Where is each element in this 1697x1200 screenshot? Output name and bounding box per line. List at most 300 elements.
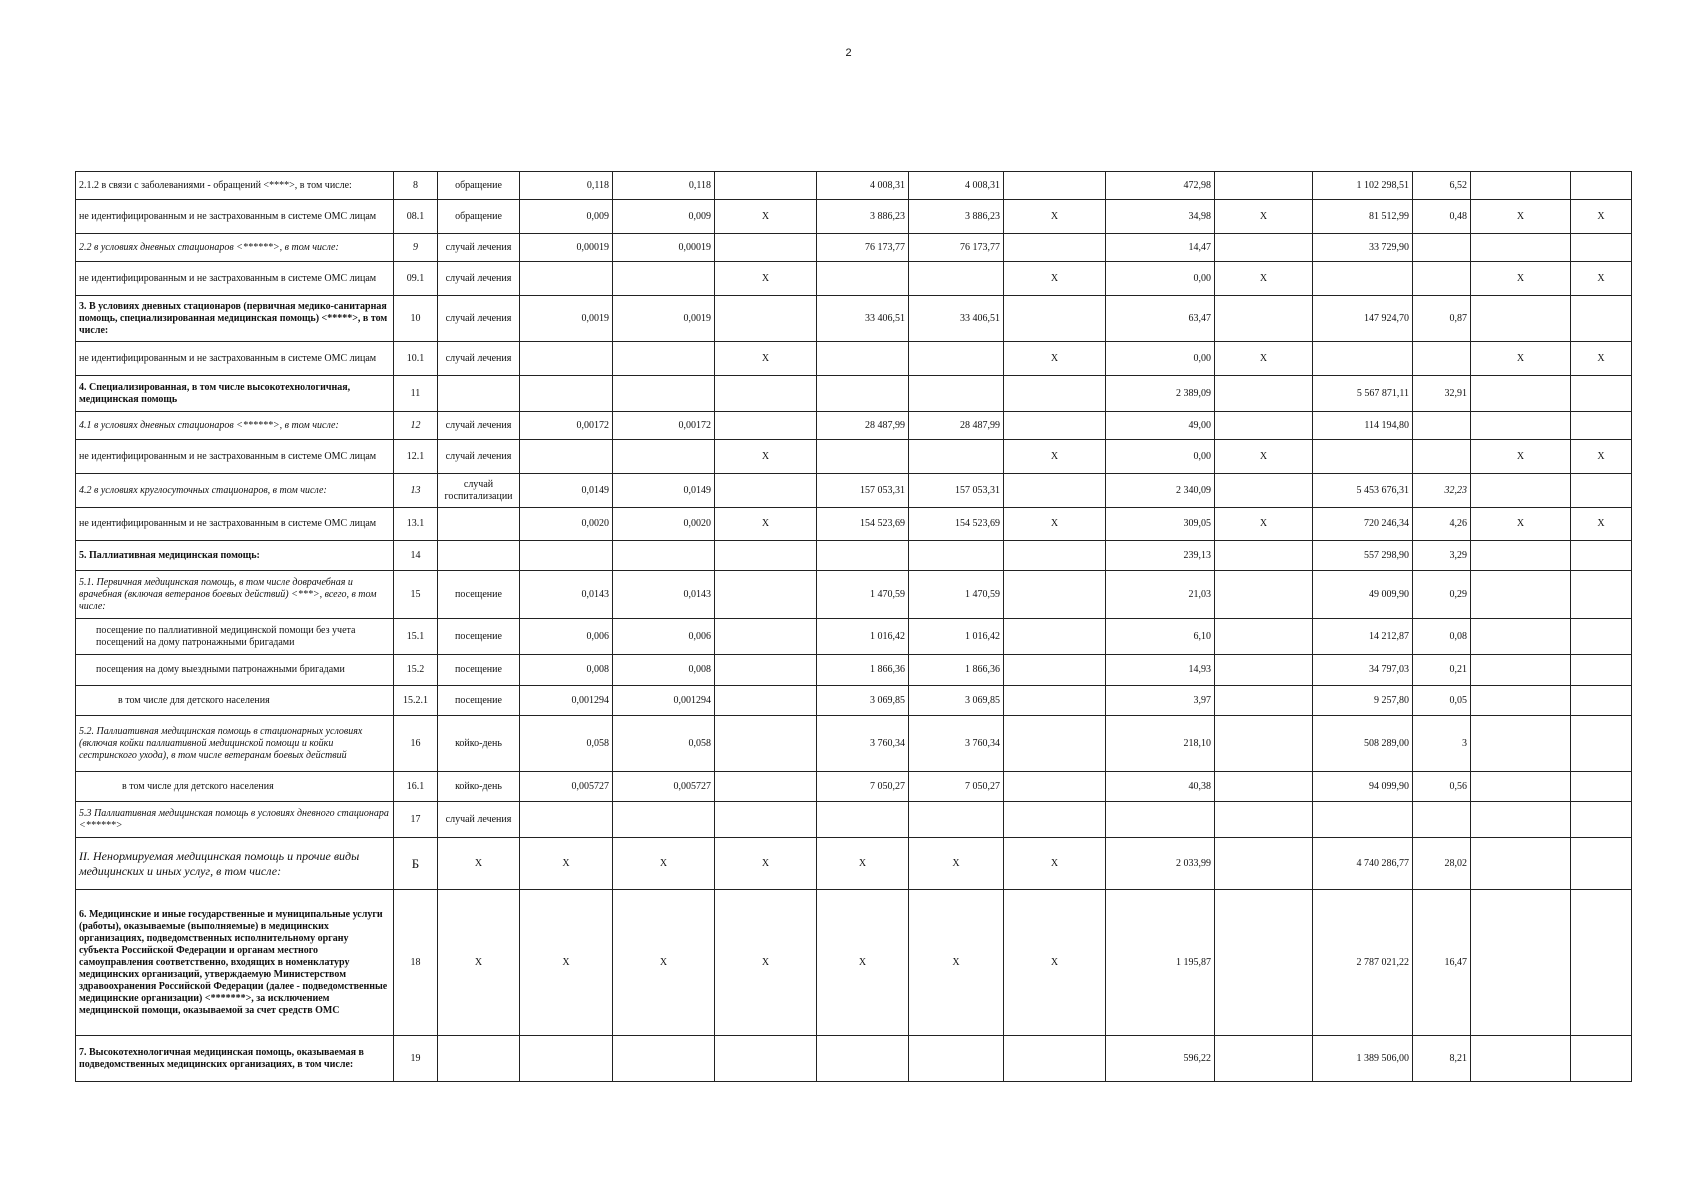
cell-col12: 4 740 286,77 xyxy=(1313,838,1413,890)
cell-col11 xyxy=(1215,772,1313,802)
cell-col6: X xyxy=(715,440,817,474)
row-name-cell: 2.1.2 в связи с заболеваниями - обращений <****>, в том числе: xyxy=(76,172,394,200)
cell-col8: X xyxy=(909,890,1004,1036)
cell-col15: X xyxy=(1571,508,1632,541)
cell-col14 xyxy=(1471,541,1571,571)
cell-col13: 3 xyxy=(1413,716,1471,772)
table-row xyxy=(76,172,1632,200)
cell-col5: 0,118 xyxy=(613,172,715,200)
cell-col13: 8,21 xyxy=(1413,1036,1471,1082)
table-row xyxy=(76,716,1632,772)
row-code-cell: 15 xyxy=(394,571,438,619)
cell-col14: X xyxy=(1471,262,1571,296)
cell-col13: 4,26 xyxy=(1413,508,1471,541)
cell-col8 xyxy=(909,376,1004,412)
cell-col8: 28 487,99 xyxy=(909,412,1004,440)
cell-col12: 9 257,80 xyxy=(1313,686,1413,716)
table-row xyxy=(76,296,1632,342)
table-row xyxy=(76,655,1632,686)
row-code-cell: 17 xyxy=(394,802,438,838)
cell-col7 xyxy=(817,262,909,296)
cell-col12 xyxy=(1313,262,1413,296)
cell-col4: 0,0020 xyxy=(520,508,613,541)
cell-col11 xyxy=(1215,296,1313,342)
row-unit-cell xyxy=(438,376,520,412)
cell-col9 xyxy=(1004,412,1106,440)
row-name-cell: не идентифицированным и не застрахованным в системе ОМС лицам xyxy=(76,440,394,474)
cell-col7: X xyxy=(817,890,909,1036)
cell-col15: X xyxy=(1571,342,1632,376)
cell-col5: 0,005727 xyxy=(613,772,715,802)
cell-col13: 16,47 xyxy=(1413,890,1471,1036)
row-name-cell: 5.3 Паллиативная медицинская помощь в условиях дневного стационара <******> xyxy=(76,802,394,838)
cell-col12 xyxy=(1313,440,1413,474)
cell-col15 xyxy=(1571,619,1632,655)
cell-col15 xyxy=(1571,541,1632,571)
cell-col15 xyxy=(1571,376,1632,412)
cell-col4 xyxy=(520,440,613,474)
cell-col15: X xyxy=(1571,262,1632,296)
row-code-cell: 8 xyxy=(394,172,438,200)
row-name-cell: 4. Специализированная, в том числе высокотехнологичная, медицинская помощь xyxy=(76,376,394,412)
cell-col13 xyxy=(1413,234,1471,262)
cell-col11 xyxy=(1215,376,1313,412)
cell-col8 xyxy=(909,541,1004,571)
cell-col8: 154 523,69 xyxy=(909,508,1004,541)
cell-col5 xyxy=(613,262,715,296)
cell-col13: 0,56 xyxy=(1413,772,1471,802)
row-unit-cell: посещение xyxy=(438,655,520,686)
cell-col15: X xyxy=(1571,440,1632,474)
table-row xyxy=(76,262,1632,296)
cell-col7 xyxy=(817,342,909,376)
cell-col4: 0,00172 xyxy=(520,412,613,440)
cell-col14 xyxy=(1471,772,1571,802)
cell-col7 xyxy=(817,1036,909,1082)
cell-col4 xyxy=(520,802,613,838)
row-unit-cell: случай лечения xyxy=(438,296,520,342)
cell-col4: 0,006 xyxy=(520,619,613,655)
cell-col11: X xyxy=(1215,262,1313,296)
cell-col10: 14,93 xyxy=(1106,655,1215,686)
cell-col13 xyxy=(1413,802,1471,838)
cell-col13: 32,23 xyxy=(1413,474,1471,508)
cell-col6 xyxy=(715,474,817,508)
cell-col5: 0,0019 xyxy=(613,296,715,342)
cell-col6 xyxy=(715,234,817,262)
cell-col10: 3,97 xyxy=(1106,686,1215,716)
cell-col10: 63,47 xyxy=(1106,296,1215,342)
cell-col12: 81 512,99 xyxy=(1313,200,1413,234)
cell-col5 xyxy=(613,342,715,376)
row-unit-cell xyxy=(438,508,520,541)
row-name-cell: 5.2. Паллиативная медицинская помощь в стационарных условиях (включая койки паллиативной медицинской помощи и койки сестринского ухода), в том числе ветеранам боевых действий xyxy=(76,716,394,772)
cell-col7: 28 487,99 xyxy=(817,412,909,440)
row-unit-cell: койко-день xyxy=(438,716,520,772)
cell-col4 xyxy=(520,1036,613,1082)
row-code-cell: 10 xyxy=(394,296,438,342)
cell-col8: 3 886,23 xyxy=(909,200,1004,234)
cell-col13 xyxy=(1413,262,1471,296)
row-code-cell: 19 xyxy=(394,1036,438,1082)
row-code-cell: 13.1 xyxy=(394,508,438,541)
cell-col8: 157 053,31 xyxy=(909,474,1004,508)
row-name-cell: 6. Медицинские и иные государственные и муниципальные услуги (работы), оказываемые (выполняемые) в медицинских организациях, подведомственных исполнительному органу субъекта Российской Федерации и органам местного самоуправления соответственно, входящих в номенклатуру медицинских организаций, утверждаемую Министерством здравоохранения Российской Федерации (далее - подведомственные медицинские организации) <*******>, за исключением медицинской помощи, оказываемой за счет средств ОМС xyxy=(76,890,394,1036)
cell-col9 xyxy=(1004,571,1106,619)
cell-col6: X xyxy=(715,890,817,1036)
cell-col15 xyxy=(1571,802,1632,838)
row-unit-cell: посещение xyxy=(438,686,520,716)
cell-col4 xyxy=(520,376,613,412)
cell-col4: 0,0149 xyxy=(520,474,613,508)
cell-col13: 0,87 xyxy=(1413,296,1471,342)
cell-col10: 0,00 xyxy=(1106,440,1215,474)
cell-col9 xyxy=(1004,655,1106,686)
cell-col14: X xyxy=(1471,508,1571,541)
cell-col12 xyxy=(1313,802,1413,838)
cell-col5 xyxy=(613,802,715,838)
cell-col11: X xyxy=(1215,508,1313,541)
row-code-cell: 16.1 xyxy=(394,772,438,802)
cell-col12: 34 797,03 xyxy=(1313,655,1413,686)
cell-col7: 7 050,27 xyxy=(817,772,909,802)
row-name-cell: 5.1. Первичная медицинская помощь, в том числе доврачебная и врачебная (включая ветеранов боевых действий) <***>, всего, в том числе: xyxy=(76,571,394,619)
row-unit-cell: обращение xyxy=(438,200,520,234)
cell-col4: 0,0143 xyxy=(520,571,613,619)
cell-col7: 76 173,77 xyxy=(817,234,909,262)
cell-col12: 2 787 021,22 xyxy=(1313,890,1413,1036)
cell-col14 xyxy=(1471,838,1571,890)
cell-col9: X xyxy=(1004,262,1106,296)
table-body xyxy=(76,172,1632,1082)
cell-col9 xyxy=(1004,541,1106,571)
cell-col9 xyxy=(1004,296,1106,342)
cell-col9: X xyxy=(1004,508,1106,541)
cell-col14 xyxy=(1471,890,1571,1036)
cell-col7: 4 008,31 xyxy=(817,172,909,200)
cell-col8 xyxy=(909,1036,1004,1082)
cell-col11 xyxy=(1215,474,1313,508)
table-row xyxy=(76,376,1632,412)
cell-col8: 76 173,77 xyxy=(909,234,1004,262)
cell-col11 xyxy=(1215,571,1313,619)
cell-col4: 0,009 xyxy=(520,200,613,234)
row-name-cell: не идентифицированным и не застрахованным в системе ОМС лицам xyxy=(76,508,394,541)
row-code-cell: 15.2.1 xyxy=(394,686,438,716)
cell-col5: 0,0020 xyxy=(613,508,715,541)
cell-col13: 0,08 xyxy=(1413,619,1471,655)
cell-col8: 1 866,36 xyxy=(909,655,1004,686)
cell-col8: 3 069,85 xyxy=(909,686,1004,716)
row-code-cell: 12 xyxy=(394,412,438,440)
row-code-cell: 18 xyxy=(394,890,438,1036)
row-unit-cell: посещение xyxy=(438,571,520,619)
cell-col6 xyxy=(715,686,817,716)
cell-col6 xyxy=(715,172,817,200)
cell-col15 xyxy=(1571,172,1632,200)
cell-col12 xyxy=(1313,342,1413,376)
cell-col8 xyxy=(909,440,1004,474)
cell-col7: 1 016,42 xyxy=(817,619,909,655)
cell-col12: 508 289,00 xyxy=(1313,716,1413,772)
cell-col6: X xyxy=(715,508,817,541)
cell-col10: 2 033,99 xyxy=(1106,838,1215,890)
cell-col11 xyxy=(1215,802,1313,838)
row-unit-cell: случай госпитализации xyxy=(438,474,520,508)
table-row xyxy=(76,508,1632,541)
cell-col10: 239,13 xyxy=(1106,541,1215,571)
cell-col13: 0,48 xyxy=(1413,200,1471,234)
cell-col6: X xyxy=(715,200,817,234)
cell-col10: 309,05 xyxy=(1106,508,1215,541)
cell-col8: 4 008,31 xyxy=(909,172,1004,200)
cell-col5: 0,008 xyxy=(613,655,715,686)
cell-col8: X xyxy=(909,838,1004,890)
cell-col5: 0,006 xyxy=(613,619,715,655)
cell-col9 xyxy=(1004,686,1106,716)
cell-col7: 33 406,51 xyxy=(817,296,909,342)
cell-col14 xyxy=(1471,474,1571,508)
cell-col7: 157 053,31 xyxy=(817,474,909,508)
cell-col12: 5 453 676,31 xyxy=(1313,474,1413,508)
row-code-cell: 13 xyxy=(394,474,438,508)
table-row xyxy=(76,802,1632,838)
cell-col10: 472,98 xyxy=(1106,172,1215,200)
cell-col13: 28,02 xyxy=(1413,838,1471,890)
cell-col13: 32,91 xyxy=(1413,376,1471,412)
cell-col6 xyxy=(715,802,817,838)
table-row xyxy=(76,234,1632,262)
cell-col10: 596,22 xyxy=(1106,1036,1215,1082)
cell-col7: X xyxy=(817,838,909,890)
cell-col9 xyxy=(1004,802,1106,838)
cell-col10: 0,00 xyxy=(1106,262,1215,296)
table-row xyxy=(76,474,1632,508)
cell-col8: 33 406,51 xyxy=(909,296,1004,342)
cell-col11 xyxy=(1215,838,1313,890)
cell-col15 xyxy=(1571,296,1632,342)
cell-col11 xyxy=(1215,172,1313,200)
cell-col10: 2 389,09 xyxy=(1106,376,1215,412)
cell-col9: X xyxy=(1004,200,1106,234)
cell-col14 xyxy=(1471,716,1571,772)
cell-col7 xyxy=(817,802,909,838)
row-name-cell: 2.2 в условиях дневных стационаров <******>, в том числе: xyxy=(76,234,394,262)
cell-col13: 0,21 xyxy=(1413,655,1471,686)
cell-col15 xyxy=(1571,838,1632,890)
cell-col5: X xyxy=(613,838,715,890)
table-row xyxy=(76,890,1632,1036)
cell-col5 xyxy=(613,440,715,474)
row-unit-cell: случай лечения xyxy=(438,234,520,262)
cell-col4 xyxy=(520,342,613,376)
cell-col5: 0,009 xyxy=(613,200,715,234)
cell-col14: X xyxy=(1471,200,1571,234)
cell-col7 xyxy=(817,440,909,474)
cell-col7: 1 470,59 xyxy=(817,571,909,619)
cell-col15 xyxy=(1571,234,1632,262)
cell-col14 xyxy=(1471,802,1571,838)
cell-col6: X xyxy=(715,262,817,296)
cell-col5: 0,0149 xyxy=(613,474,715,508)
cell-col6 xyxy=(715,619,817,655)
cell-col10: 49,00 xyxy=(1106,412,1215,440)
row-code-cell: 15.2 xyxy=(394,655,438,686)
cell-col10: 14,47 xyxy=(1106,234,1215,262)
cell-col12: 1 389 506,00 xyxy=(1313,1036,1413,1082)
row-unit-cell: посещение xyxy=(438,619,520,655)
cell-col5: 0,058 xyxy=(613,716,715,772)
cell-col13: 0,29 xyxy=(1413,571,1471,619)
cell-col11 xyxy=(1215,655,1313,686)
cell-col8 xyxy=(909,342,1004,376)
cell-col9 xyxy=(1004,1036,1106,1082)
cell-col10: 21,03 xyxy=(1106,571,1215,619)
cell-col7: 1 866,36 xyxy=(817,655,909,686)
row-code-cell: 10.1 xyxy=(394,342,438,376)
cell-col4 xyxy=(520,541,613,571)
cell-col12: 557 298,90 xyxy=(1313,541,1413,571)
row-name-cell: II. Ненормируемая медицинская помощь и прочие виды медицинских и иных услуг, в том числе: xyxy=(76,838,394,890)
cell-col11 xyxy=(1215,1036,1313,1082)
row-name-cell: 4.1 в условиях дневных стационаров <******>, в том числе: xyxy=(76,412,394,440)
cell-col6 xyxy=(715,412,817,440)
cell-col10: 2 340,09 xyxy=(1106,474,1215,508)
row-code-cell: 15.1 xyxy=(394,619,438,655)
cell-col13 xyxy=(1413,440,1471,474)
cell-col9 xyxy=(1004,772,1106,802)
cell-col4: 0,0019 xyxy=(520,296,613,342)
row-code-cell: 09.1 xyxy=(394,262,438,296)
row-unit-cell: X xyxy=(438,838,520,890)
row-name-cell: 7. Высокотехнологичная медицинская помощь, оказываемая в подведомственных медицинских организациях, в том числе: xyxy=(76,1036,394,1082)
cell-col9 xyxy=(1004,619,1106,655)
cell-col6 xyxy=(715,571,817,619)
row-name-cell: в том числе для детского населения xyxy=(76,772,394,802)
cell-col12: 1 102 298,51 xyxy=(1313,172,1413,200)
cell-col13: 0,05 xyxy=(1413,686,1471,716)
table-row xyxy=(76,440,1632,474)
row-name-cell: 3. В условиях дневных стационаров (первичная медико-санитарная помощь, специализированная медицинская помощь) <*****>, в том числе: xyxy=(76,296,394,342)
cell-col15 xyxy=(1571,772,1632,802)
cell-col7: 3 069,85 xyxy=(817,686,909,716)
row-name-cell: 5. Паллиативная медицинская помощь: xyxy=(76,541,394,571)
cell-col14 xyxy=(1471,234,1571,262)
row-name-cell: не идентифицированным и не застрахованным в системе ОМС лицам xyxy=(76,342,394,376)
cell-col10: 218,10 xyxy=(1106,716,1215,772)
cell-col5 xyxy=(613,541,715,571)
cell-col14 xyxy=(1471,571,1571,619)
row-name-cell: посещение по паллиативной медицинской помощи без учета посещений на дому патронажными бригадами xyxy=(76,619,394,655)
cell-col15 xyxy=(1571,571,1632,619)
cell-col13 xyxy=(1413,342,1471,376)
page-number: 2 xyxy=(845,47,852,59)
cell-col14: X xyxy=(1471,440,1571,474)
cell-col10 xyxy=(1106,802,1215,838)
cell-col4: 0,118 xyxy=(520,172,613,200)
cell-col12: 5 567 871,11 xyxy=(1313,376,1413,412)
row-unit-cell xyxy=(438,1036,520,1082)
cell-col7: 3 886,23 xyxy=(817,200,909,234)
table-row xyxy=(76,686,1632,716)
table-row xyxy=(76,571,1632,619)
cell-col4: 0,00019 xyxy=(520,234,613,262)
cell-col9 xyxy=(1004,376,1106,412)
cell-col5: 0,001294 xyxy=(613,686,715,716)
cell-col5 xyxy=(613,1036,715,1082)
cell-col4: X xyxy=(520,890,613,1036)
cell-col13: 3,29 xyxy=(1413,541,1471,571)
cell-col6: X xyxy=(715,838,817,890)
cell-col10: 1 195,87 xyxy=(1106,890,1215,1036)
cell-col10: 34,98 xyxy=(1106,200,1215,234)
cell-col7 xyxy=(817,376,909,412)
cell-col4: X xyxy=(520,838,613,890)
cell-col10: 0,00 xyxy=(1106,342,1215,376)
cell-col7: 3 760,34 xyxy=(817,716,909,772)
cell-col12: 33 729,90 xyxy=(1313,234,1413,262)
cell-col11: X xyxy=(1215,200,1313,234)
table-row xyxy=(76,412,1632,440)
row-unit-cell: случай лечения xyxy=(438,440,520,474)
cell-col7: 154 523,69 xyxy=(817,508,909,541)
cell-col5 xyxy=(613,376,715,412)
cell-col10: 40,38 xyxy=(1106,772,1215,802)
cell-col9: X xyxy=(1004,440,1106,474)
cell-col11 xyxy=(1215,619,1313,655)
cell-col12: 49 009,90 xyxy=(1313,571,1413,619)
cell-col14 xyxy=(1471,1036,1571,1082)
cell-col13 xyxy=(1413,412,1471,440)
cell-col5: X xyxy=(613,890,715,1036)
row-name-cell: не идентифицированным и не застрахованным в системе ОМС лицам xyxy=(76,200,394,234)
cell-col6 xyxy=(715,772,817,802)
cell-col9: X xyxy=(1004,890,1106,1036)
cell-col9: X xyxy=(1004,838,1106,890)
cell-col14 xyxy=(1471,619,1571,655)
cell-col9 xyxy=(1004,474,1106,508)
cell-col12: 114 194,80 xyxy=(1313,412,1413,440)
cell-col10: 6,10 xyxy=(1106,619,1215,655)
cell-col15 xyxy=(1571,474,1632,508)
cell-col6 xyxy=(715,376,817,412)
row-code-cell: 08.1 xyxy=(394,200,438,234)
cell-col12: 94 099,90 xyxy=(1313,772,1413,802)
financing-table xyxy=(75,171,1632,1082)
table-row xyxy=(76,342,1632,376)
cell-col8: 1 016,42 xyxy=(909,619,1004,655)
cell-col14 xyxy=(1471,376,1571,412)
cell-col11 xyxy=(1215,686,1313,716)
cell-col4: 0,058 xyxy=(520,716,613,772)
cell-col13: 6,52 xyxy=(1413,172,1471,200)
cell-col6 xyxy=(715,716,817,772)
cell-col14: X xyxy=(1471,342,1571,376)
table-row xyxy=(76,772,1632,802)
table-row xyxy=(76,619,1632,655)
row-unit-cell: случай лечения xyxy=(438,262,520,296)
cell-col14 xyxy=(1471,296,1571,342)
cell-col4 xyxy=(520,262,613,296)
cell-col5: 0,0143 xyxy=(613,571,715,619)
row-unit-cell: X xyxy=(438,890,520,1036)
row-code-cell: 12.1 xyxy=(394,440,438,474)
cell-col8: 1 470,59 xyxy=(909,571,1004,619)
cell-col14 xyxy=(1471,655,1571,686)
cell-col11 xyxy=(1215,716,1313,772)
row-name-cell: не идентифицированным и не застрахованным в системе ОМС лицам xyxy=(76,262,394,296)
table-row xyxy=(76,1036,1632,1082)
